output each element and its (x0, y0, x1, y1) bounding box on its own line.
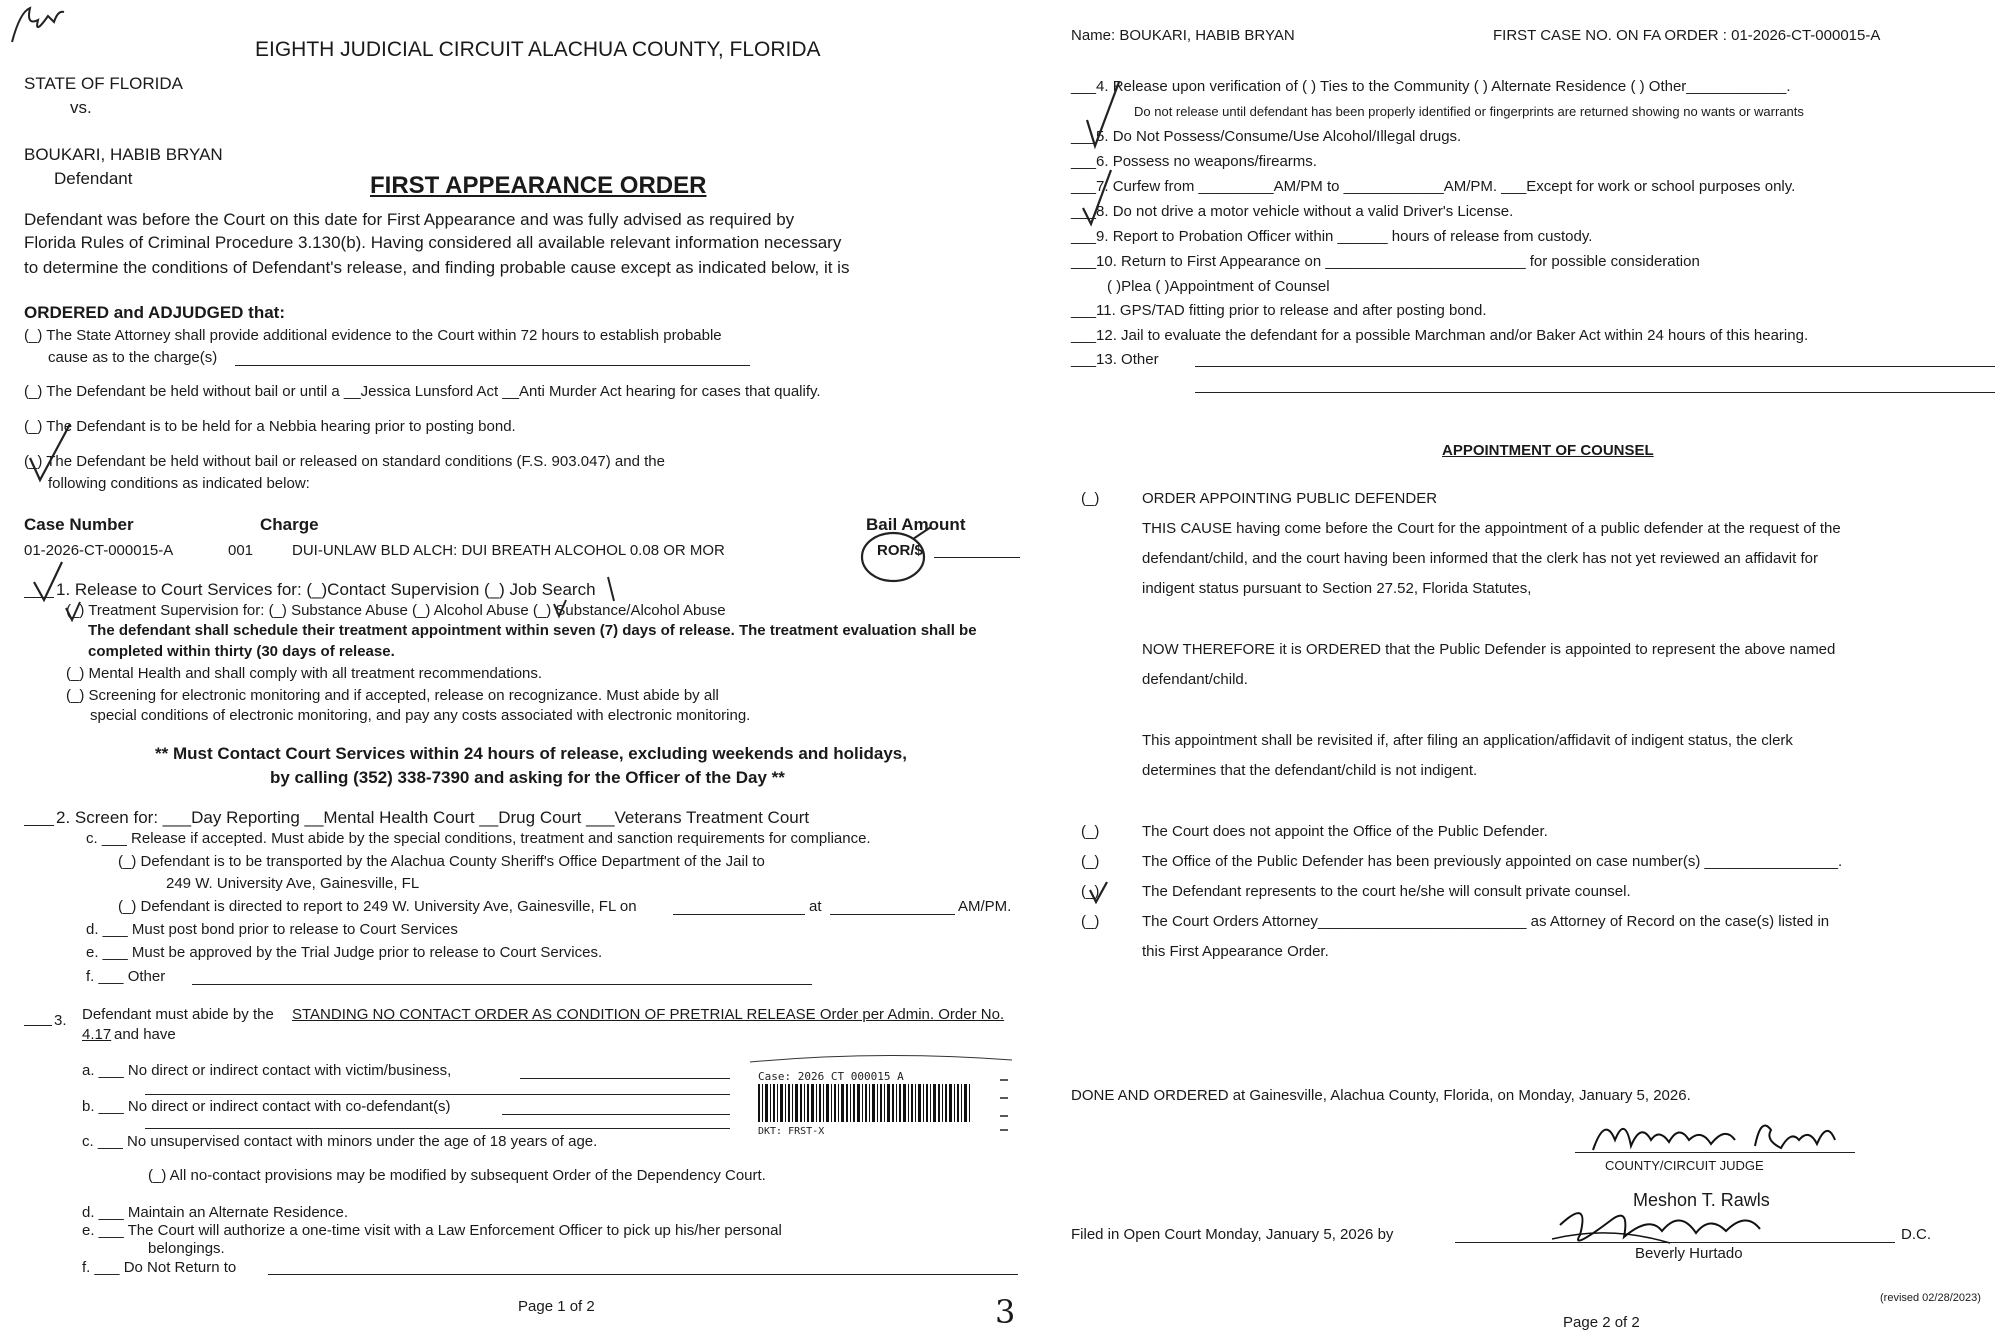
condition-8: ___8. Do not drive a motor vehicle without a valid Driver's License. (1071, 203, 1514, 220)
circle-ror (855, 527, 935, 592)
judge-name: Meshon T. Rawls (1633, 1190, 1770, 1210)
pd-para1-line3: indigent status pursuant to Section 27.52, Florida Statutes, (1142, 580, 1532, 597)
item3-blank (24, 1025, 52, 1026)
defendant-name: BOUKARI, HABIB BRYAN (24, 145, 223, 164)
pd-para2-line1: NOW THEREFORE it is ORDERED that the Public Defender is appointed to represent the above named (1142, 641, 1836, 658)
item3-f: f. ___ Do Not Return to (82, 1259, 237, 1276)
vs-label: vs. (70, 98, 92, 117)
done-and-ordered: DONE AND ORDERED at Gainesville, Alachua County, Florida, on Monday, January 5, 2026. (1071, 1087, 1691, 1104)
contact-notice-2: by calling (352) 338-7390 and asking for the Officer of the Day ** (270, 768, 785, 787)
handwritten-page-number: 3 (995, 1293, 1016, 1331)
item3-text-underlined: STANDING NO CONTACT ORDER AS CONDITION OF PRETRIAL RELEASE Order per Admin. Order No. (292, 1006, 1005, 1023)
charge-blank-line (235, 365, 750, 366)
intro-line-2: Florida Rules of Criminal Procedure 3.130(b). Having considered all available relevant information necessary (24, 233, 842, 252)
item2-transport-1: (_) Defendant is to be transported by the Alachua County Sheriff's Office Department of the Jail to (118, 853, 765, 870)
first-case-number: FIRST CASE NO. ON FA ORDER : 01-2026-CT-000015-A (1493, 27, 1881, 44)
option-1-checkbox[interactable]: (_) (1081, 823, 1100, 840)
item3-modify: (_) All no-contact provisions may be modified by subsequent Order of the Dependency Court. (148, 1167, 766, 1184)
defendant-label: Defendant (54, 169, 133, 188)
item2-other-line (192, 984, 812, 985)
item3-a-line-2 (145, 1094, 730, 1095)
item3-b-line-2 (145, 1128, 730, 1129)
col-case-number: Case Number (24, 515, 134, 534)
item2-c: c. ___ Release if accepted. Must abide by the special conditions, treatment and sanction requirements for compliance. (86, 830, 871, 847)
count-number: 001 (228, 542, 254, 559)
item3-d: d. ___ Maintain an Alternate Residence. (82, 1204, 349, 1221)
defendant-name-line: Name: BOUKARI, HABIB BRYAN (1071, 27, 1295, 44)
option-2-checkbox[interactable]: (_) (1081, 853, 1100, 870)
counsel-heading: APPOINTMENT OF COUNSEL (1442, 442, 1654, 459)
item3-a: a. ___ No direct or indirect contact with victim/business, (82, 1062, 452, 1079)
ordered-item-2: (_) The Defendant be held without bail or until a __Jessica Lunsford Act __Anti Murder Act hearing for cases that qualify. (24, 383, 821, 400)
option-2-text: The Office of the Public Defender has been previously appointed on case number(s) ________________. (1142, 853, 1843, 870)
case-barcode-label (750, 1050, 1015, 1140)
ordered-item-4-cont: following conditions as indicated below: (48, 475, 310, 492)
item2-blank (24, 825, 54, 826)
condition-12: ___12. Jail to evaluate the defendant for a possible Marchman and/or Baker Act within 24 hours of this hearing. (1071, 327, 1809, 344)
item2-at: at (809, 898, 822, 915)
report-date-line (673, 914, 805, 915)
item1-screening-2: special conditions of electronic monitoring, and pay any costs associated with electronic monitoring. (90, 707, 751, 724)
court-header: EIGHTH JUDICIAL CIRCUIT ALACHUA COUNTY, FLORIDA (255, 38, 821, 61)
item2-f: f. ___ Other (86, 968, 166, 985)
ordered-item-4: (_) The Defendant be held without bail or released on standard conditions (F.S. 903.047) and the (24, 453, 665, 470)
pd-para3-line1: This appointment shall be revisited if, after filing an application/affidavit of indigent status, the clerk (1142, 732, 1793, 749)
barcode-bars (758, 1084, 970, 1122)
pd-para1-line1: THIS CAUSE having come before the Court for the appointment of a public defender at the request of the (1142, 520, 1841, 537)
option-3-checkbox[interactable]: (_) (1081, 883, 1100, 900)
pd-para3-line2: determines that the defendant/child is not indigent. (1142, 762, 1478, 779)
checkmark-private-counsel (1087, 880, 1111, 911)
page-number-2: Page 2 of 2 (1563, 1314, 1640, 1331)
judge-title: COUNTY/CIRCUIT JUDGE (1605, 1158, 1764, 1173)
option-4-cont: this First Appearance Order. (1142, 943, 1329, 960)
pd-para1-line2: defendant/child, and the court having been informed that the clerk has not yet reviewed an affidavit for (1142, 550, 1818, 567)
item2-transport-2: 249 W. University Ave, Gainesville, FL (166, 875, 420, 892)
col-bail-amount: Bail Amount (866, 515, 966, 534)
ordered-item-1: (_) The State Attorney shall provide additional evidence to the Court within 72 hours to establish probable (24, 327, 722, 344)
barcode-docket-text: DKT: FRST-X (758, 1126, 825, 1137)
bail-ror: ROR/$ (877, 542, 923, 559)
filed-line: Filed in Open Court Monday, January 5, 2026 by (1071, 1226, 1394, 1243)
item3-f-line (268, 1274, 1018, 1275)
item2-ampm: AM/PM. (958, 898, 1012, 915)
condition-6: ___6. Possess no weapons/firearms. (1071, 153, 1317, 170)
state-label: STATE OF FLORIDA (24, 74, 183, 93)
intro-line-1: Defendant was before the Court on this date for First Appearance and was fully advised as required by (24, 210, 795, 229)
item1-treatment: (_) Treatment Supervision for: (_) Substance Abuse (_) Alcohol Abuse (_) Substance/Alcohol Abuse (66, 602, 726, 619)
item3-c: c. ___ No unsupervised contact with minors under the age of 18 years of age. (82, 1133, 598, 1150)
condition-9: ___9. Report to Probation Officer within ______ hours of release from custody. (1071, 228, 1593, 245)
condition-4: ___4. Release upon verification of ( ) Ties to the Community ( ) Alternate Residence ( ) Other____________. (1071, 78, 1791, 95)
contact-notice-1: ** Must Contact Court Services within 24 hours of release, excluding weekends and holidays, (155, 744, 907, 763)
condition-4-note: Do not release until defendant has been properly identified or fingerprints are returned showing no wants or warrants (1134, 104, 1804, 119)
item3-num: 3. (54, 1012, 67, 1029)
condition-5: ___5. Do Not Possess/Consume/Use Alcohol/Illegal drugs. (1071, 128, 1462, 145)
bail-blank-line (934, 557, 1020, 558)
item2-d: d. ___ Must post bond prior to release to Court Services (86, 921, 458, 938)
ordered-item-3: (_) The Defendant is to be held for a Nebbia hearing prior to posting bond. (24, 418, 516, 435)
item3-b: b. ___ No direct or indirect contact with co-defendant(s) (82, 1098, 451, 1115)
revised-date: (revised 02/28/2023) (1880, 1292, 1981, 1304)
checkmark-condition-5 (1085, 80, 1125, 155)
checkmark-item-4 (26, 420, 76, 495)
option-1-text: The Court does not appoint the Office of the Public Defender. (1142, 823, 1548, 840)
condition-13-line-2 (1195, 392, 1995, 393)
item3-text-a: Defendant must abide by the (82, 1006, 274, 1023)
clerk-signature (1550, 1195, 1790, 1260)
item1-mental: (_) Mental Health and shall comply with all treatment recommendations. (66, 665, 543, 682)
condition-13-line-1 (1195, 366, 1995, 367)
condition-10: ___10. Return to First Appearance on ________________________ for possible consideration (1071, 253, 1700, 270)
item3-and-have: and have (114, 1026, 176, 1043)
charge-description: DUI-UNLAW BLD ALCH: DUI BREATH ALCOHOL 0.08 OR MOR (292, 542, 725, 559)
checkmark-condition-7-8 (1081, 168, 1121, 233)
ordered-item-1-cont: cause as to the charge(s) (48, 349, 218, 366)
barcode-case-text: Case: 2026 CT 000015 A (758, 1070, 904, 1083)
document-title: FIRST APPEARANCE ORDER (370, 172, 707, 199)
item1-release: 1. Release to Court Services for: (_)Contact Supervision (_) Job Search (56, 580, 596, 599)
handwritten-initials (8, 2, 68, 57)
col-charge: Charge (260, 515, 319, 534)
pd-title: ORDER APPOINTING PUBLIC DEFENDER (1142, 490, 1438, 507)
checkmark-substance-alcohol (551, 598, 571, 625)
item3-e-1: e. ___ The Court will authorize a one-time visit with a Law Enforcement Officer to pick up his/her personal (82, 1222, 782, 1239)
dc-label: D.C. (1901, 1226, 1931, 1243)
checkmark-treatment (64, 600, 84, 629)
condition-13: ___13. Other (1071, 351, 1159, 368)
item3-e-2: belongings. (148, 1240, 225, 1257)
item3-a-line (520, 1078, 730, 1079)
item2-report: (_) Defendant is directed to report to 249 W. University Ave, Gainesville, FL on (118, 898, 637, 915)
page-two (1045, 0, 2000, 1334)
pd-checkbox[interactable]: (_) (1081, 490, 1100, 507)
ordered-heading: ORDERED and ADJUDGED that: (24, 303, 285, 322)
pd-para2-line2: defendant/child. (1142, 671, 1248, 688)
report-time-line (830, 914, 955, 915)
condition-11: ___11. GPS/TAD fitting prior to release and after posting bond. (1071, 302, 1487, 319)
clerk-name: Beverly Hurtado (1635, 1245, 1743, 1262)
condition-7: ___7. Curfew from _________AM/PM to ____________AM/PM. ___Except for work or school purposes only. (1071, 178, 1796, 195)
mark-job-search (604, 575, 624, 610)
judge-signature (1585, 1110, 1845, 1165)
item1-bold-1: The defendant shall schedule their treatment appointment within seven (7) days of release. The treatment evaluation shall be (88, 622, 977, 639)
option-4-text: The Court Orders Attorney_________________________ as Attorney of Record on the case(s) listed in (1142, 913, 1830, 930)
item1-screening-1: (_) Screening for electronic monitoring and if accepted, release on recognizance. Must abide by all (66, 687, 719, 704)
item2-e: e. ___ Must be approved by the Trial Judge prior to release to Court Services. (86, 944, 603, 961)
intro-line-3: to determine the conditions of Defendant's release, and finding probable cause except as indicated below, it is (24, 258, 850, 277)
item3-b-line (502, 1114, 730, 1115)
case-number: 01-2026-CT-000015-A (24, 542, 174, 559)
item2-screen: 2. Screen for: ___Day Reporting __Mental Health Court __Drug Court ___Veterans Treatment Court (56, 808, 810, 827)
option-4-checkbox[interactable]: (_) (1081, 913, 1100, 930)
item1-bold-2: completed within thirty (30 days of release. (88, 643, 395, 660)
option-3-text: The Defendant represents to the court he/she will consult private counsel. (1142, 883, 1631, 900)
condition-10-options: ( )Plea ( )Appointment of Counsel (1107, 278, 1330, 295)
item3-order-number: 4.17 (82, 1026, 112, 1043)
page-number-1: Page 1 of 2 (518, 1298, 595, 1315)
